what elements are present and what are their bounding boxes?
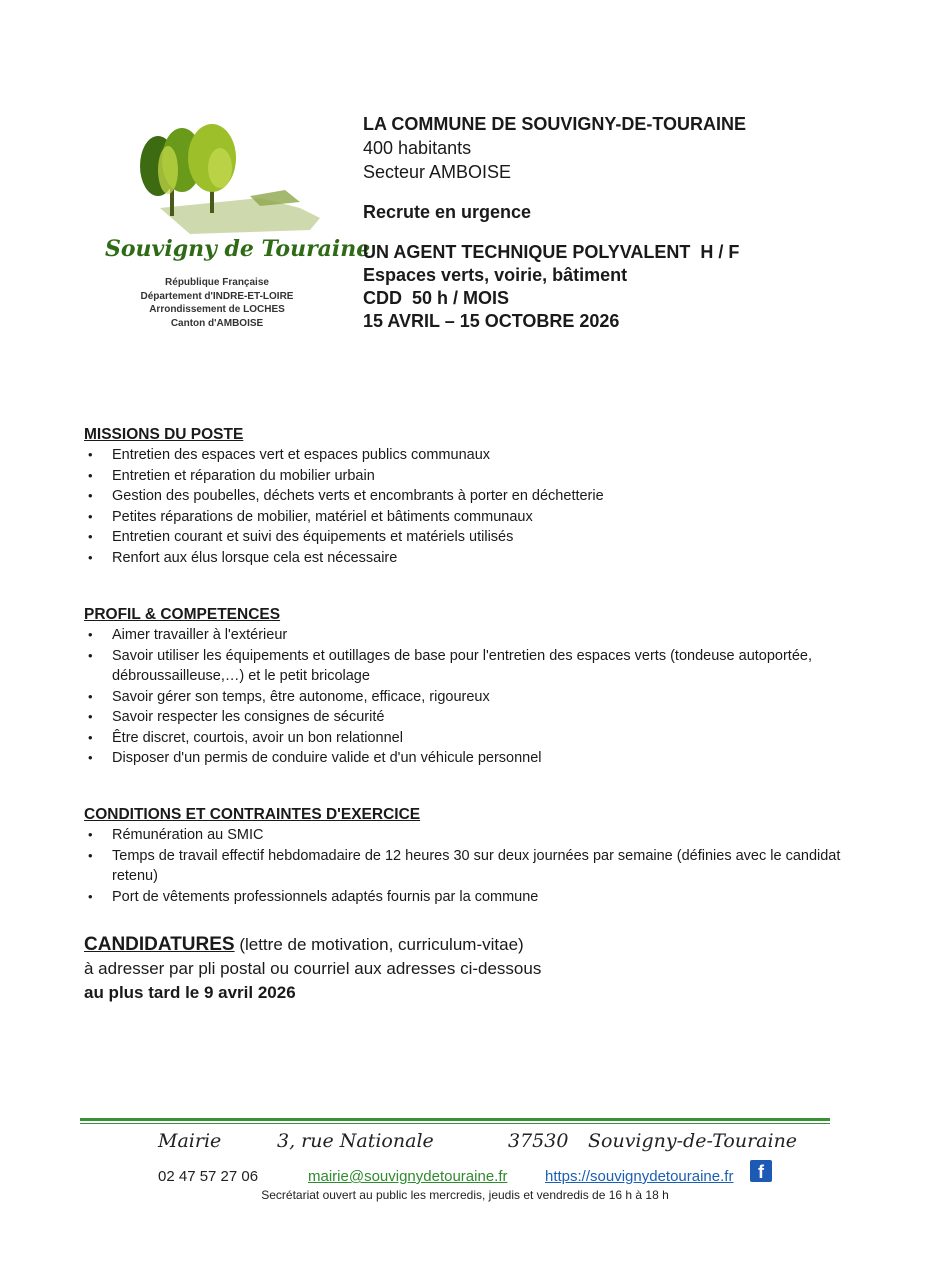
- list-item: • Savoir respecter les consignes de sécurité: [84, 707, 864, 728]
- footer-postcode: 37530: [508, 1130, 569, 1152]
- logo-line-departement: Département d'INDRE-ET-LOIRE: [140, 290, 294, 302]
- job-title: UN AGENT TECHNIQUE POLYVALENT H / F: [363, 242, 740, 262]
- footer-mairie: Mairie: [158, 1130, 222, 1152]
- footer-street: 3, rue Nationale: [277, 1130, 434, 1152]
- list-item: • Renfort aux élus lorsque cela est nécessaire: [84, 548, 864, 569]
- candidatures-line2: à adresser par pli postal ou courriel aux adresses ci-dessous: [84, 959, 542, 978]
- sector: Secteur AMBOISE: [363, 162, 512, 182]
- conditions-title: CONDITIONS ET CONTRAINTES D'EXERCICE: [84, 806, 421, 823]
- list-item: • Port de vêtements professionnels adaptés fournis par la commune: [84, 887, 864, 908]
- missions-list: [84, 445, 864, 568]
- missions-title: MISSIONS DU POSTE: [84, 426, 244, 443]
- list-item: • Savoir gérer son temps, être autonome, efficace, rigoureux: [84, 687, 864, 708]
- candidatures-detail: (lettre de motivation, curriculum-vitae): [234, 935, 524, 954]
- logo-line-republique: République Française: [165, 277, 269, 288]
- facebook-icon[interactable]: f: [750, 1160, 772, 1182]
- footer-hours: Secrétariat ouvert au public les mercredis, jeudis et vendredis de 16 h à 18 h: [261, 1188, 669, 1202]
- profil-section: [84, 605, 864, 769]
- list-item: • Savoir utiliser les équipements et outillages de base pour l'entretien des espaces verts (tondeuse autoportée, débroussailleuse,…) et le petit bricolage: [84, 646, 864, 687]
- list-item: • Petites réparations de mobilier, matériel et bâtiments communaux: [84, 507, 864, 528]
- logo-caption: [102, 276, 332, 330]
- contract-type: CDD 50 h / MOIS: [363, 288, 510, 308]
- list-item: • Entretien et réparation du mobilier urbain: [84, 466, 864, 487]
- list-item: • Temps de travail effectif hebdomadaire de 12 heures 30 sur deux journées par semaine (définies avec le candidat retenu): [84, 846, 864, 887]
- job-fields: Espaces verts, voirie, bâtiment: [363, 265, 628, 285]
- profil-title: PROFIL & COMPETENCES: [84, 606, 281, 623]
- footer-city: Souvigny-de-Touraine: [588, 1130, 798, 1152]
- footer-website-link[interactable]: https://souvignydetouraine.fr: [545, 1168, 734, 1185]
- footer-email-link[interactable]: mairie@souvignydetouraine.fr: [308, 1168, 508, 1185]
- conditions-list: [84, 825, 864, 907]
- list-item: • Rémunération au SMIC: [84, 825, 864, 846]
- list-item: • Entretien des espaces vert et espaces publics communaux: [84, 445, 864, 466]
- logo-trees-illustration: [100, 118, 371, 288]
- logo-line-arrondissement: Arrondissement de LOCHES: [149, 304, 285, 315]
- list-item: • Gestion des poubelles, déchets verts et encombrants à porter en déchetterie: [84, 486, 864, 507]
- logo-line-canton: Canton d'AMBOISE: [170, 317, 264, 329]
- footer-divider: [80, 1118, 830, 1124]
- logo-script-name: Souvigny de Touraine: [105, 236, 371, 262]
- profil-list: [84, 625, 864, 769]
- conditions-section: [84, 805, 864, 907]
- candidatures-deadline: au plus tard le 9 avril 2026: [84, 983, 296, 1002]
- commune-title: LA COMMUNE DE SOUVIGNY-DE-TOURAINE: [363, 114, 747, 134]
- candidatures-label: CANDIDATURES: [84, 934, 235, 955]
- inhabitants: 400 habitants: [363, 138, 472, 158]
- missions-section: [84, 425, 864, 568]
- footer-phone: 02 47 57 27 06: [158, 1168, 259, 1185]
- list-item: • Disposer d'un permis de conduire valide et d'un véhicule personnel: [84, 748, 864, 769]
- list-item: • Aimer travailler à l'extérieur: [84, 625, 864, 646]
- candidatures-block: [84, 933, 864, 1005]
- list-item: • Être discret, courtois, avoir un bon relationnel: [84, 728, 864, 749]
- recrute-text: Recrute en urgence: [363, 202, 532, 222]
- contract-period: 15 AVRIL – 15 OCTOBRE 2026: [363, 311, 620, 331]
- header-block: [363, 113, 833, 333]
- list-item: • Entretien courant et suivi des équipements et matériels utilisés: [84, 527, 864, 548]
